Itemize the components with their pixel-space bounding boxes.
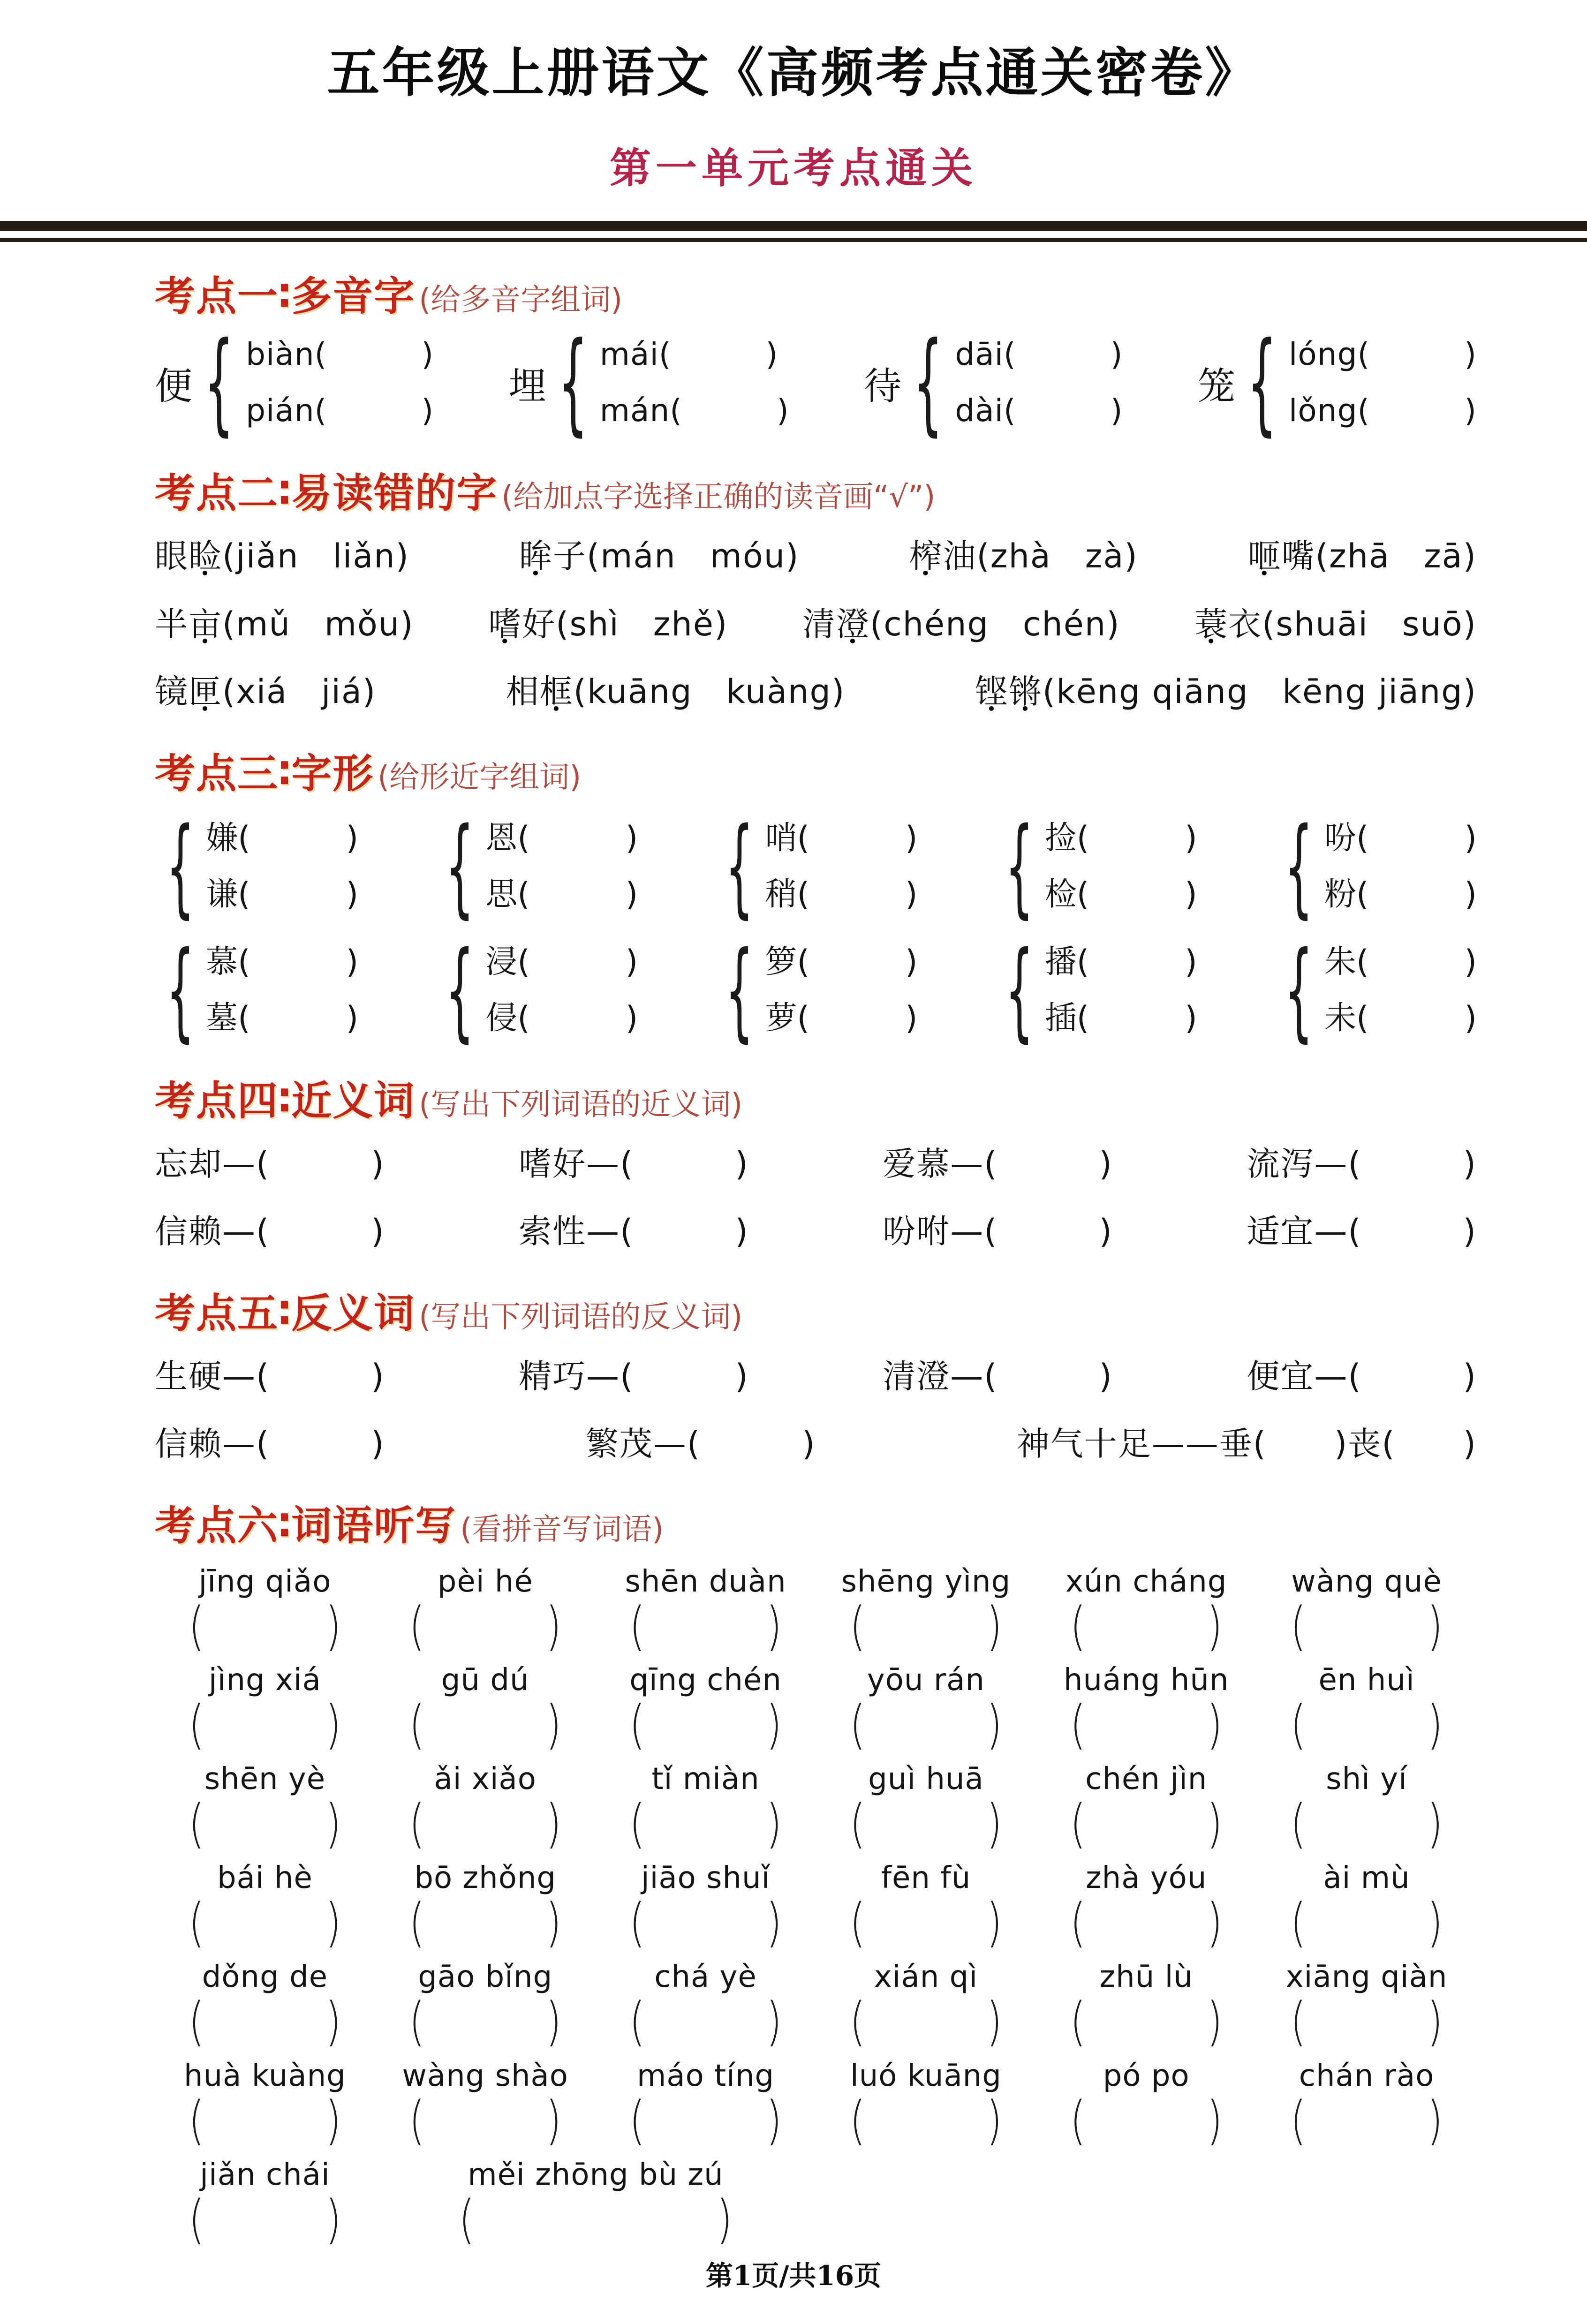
answer-brackets-wrap xyxy=(155,2189,375,2250)
answer-brackets: ( ) xyxy=(849,1893,1002,1954)
word-item: 嗜好(shì zhě) xyxy=(488,604,728,643)
pinyin-row-3 xyxy=(155,1762,1477,1796)
section5-title: 考点五∶反义词 xyxy=(155,1290,416,1337)
pinyin-row-2 xyxy=(155,1663,1477,1698)
word-item: 信赖—( ) xyxy=(155,1425,385,1463)
word-item: 信赖—( ) xyxy=(155,1212,385,1251)
char-column xyxy=(206,934,358,1047)
polyphone-group xyxy=(155,318,434,447)
pinyin-row-1 xyxy=(155,1564,1477,1599)
pinyin-blank-top: lóng( ) xyxy=(1289,336,1477,372)
brace-glyph: { xyxy=(1005,804,1034,929)
brace-glyph: { xyxy=(446,804,475,929)
pinyin-item: fēn fù xyxy=(881,1861,971,1896)
char-blank-bottom: 稍( ) xyxy=(765,875,918,913)
section2-note: (给加点字选择正确的读音画“√”) xyxy=(501,480,936,514)
brace-glyph: { xyxy=(204,318,234,447)
word-item: 清澄—( ) xyxy=(883,1357,1113,1396)
word-item: 蓑衣(shuāi suō) xyxy=(1194,604,1477,643)
pinyin-item: chán rào xyxy=(1299,2058,1435,2093)
pinyin-item: dǒng de xyxy=(202,1960,328,1995)
word-item: 清澄(chéng chén) xyxy=(802,604,1120,643)
pinyin-item: luó kuāng xyxy=(850,2058,1002,2093)
pinyin-item: ēn huì xyxy=(1318,1663,1415,1698)
answer-brackets: ( ) xyxy=(1290,1695,1443,1756)
word-item: 爱慕—( ) xyxy=(883,1144,1113,1183)
rule-thick-line xyxy=(0,221,1587,231)
pinyin-row-4 xyxy=(155,1861,1477,1895)
char-blank-top: 哨( ) xyxy=(765,819,918,857)
brace-glyph: { xyxy=(725,928,754,1053)
pinyin-item: pó po xyxy=(1103,2058,1190,2093)
pinyin-blank-top: dāi( ) xyxy=(955,336,1123,372)
pinyin-blank-bottom: dài( ) xyxy=(955,392,1123,429)
answer-brackets: ( ) xyxy=(629,1991,782,2052)
synonym-row-1 xyxy=(155,1145,1477,1183)
polyphone-group xyxy=(508,318,789,447)
answer-brackets: ( ) xyxy=(1070,1893,1223,1954)
misread-row-2 xyxy=(155,605,1477,643)
answer-brackets: ( ) xyxy=(409,1596,562,1657)
polyphone-char: 埋 xyxy=(508,364,546,408)
char-column xyxy=(206,810,358,923)
answer-row-3 xyxy=(155,1794,1477,1855)
polyphone-group xyxy=(1197,318,1477,447)
polyphone-group xyxy=(864,318,1123,447)
word-item: 镜匣(xiá jiá) xyxy=(155,672,377,711)
pinyin-item: xiāng qiàn xyxy=(1285,1960,1448,1995)
char-blank-bottom: 检( ) xyxy=(1044,875,1197,913)
pinyin-column xyxy=(246,326,434,439)
section6-note: (看拼音写词语) xyxy=(460,1512,664,1547)
section-misread-chars xyxy=(155,460,1477,711)
answer-brackets: ( ) xyxy=(1070,1596,1223,1657)
pinyin-blank-bottom: mán( ) xyxy=(599,392,789,429)
pinyin-item: wàng shào xyxy=(402,2058,568,2093)
char-column xyxy=(485,810,638,923)
page-subtitle: 第一单元考点通关 xyxy=(609,143,977,192)
word-item: 嗜好—( ) xyxy=(519,1144,749,1183)
section-polyphones xyxy=(155,264,1477,447)
word-item: 咂嘴(zhā zā) xyxy=(1247,537,1477,575)
char-blank-bottom: 侵( ) xyxy=(485,999,638,1037)
char-blank-top: 捡( ) xyxy=(1044,819,1197,857)
answer-brackets: ( ) xyxy=(189,2090,341,2151)
answer-brackets: ( ) xyxy=(849,1794,1002,1855)
pinyin-item: qīng chén xyxy=(629,1663,782,1698)
pinyin-item: pèi hé xyxy=(437,1564,533,1599)
word-item: 生硬—( ) xyxy=(155,1357,385,1396)
pinyin-item: xún cháng xyxy=(1065,1564,1227,1599)
pinyin-item: chén jìn xyxy=(1085,1762,1208,1797)
similar-char-pair xyxy=(994,804,1197,929)
similar-char-pair xyxy=(1273,804,1477,929)
similar-char-pair xyxy=(714,928,918,1053)
pinyin-item: wàng què xyxy=(1291,1564,1442,1599)
similar-char-pair xyxy=(714,804,918,929)
char-blank-bottom: 思( ) xyxy=(485,875,638,913)
pinyin-item: xián qì xyxy=(874,1960,978,1995)
pinyin-blank-top: mái( ) xyxy=(599,336,778,372)
char-column xyxy=(1324,934,1477,1047)
pinyin-item: bō zhǒng xyxy=(414,1861,557,1896)
char-column xyxy=(1045,810,1197,923)
char-blank-top: 播( ) xyxy=(1044,943,1197,981)
section5-heading xyxy=(155,1281,1477,1339)
pinyin-blank-bottom: pián( ) xyxy=(246,392,434,429)
section2-title: 考点二∶易读错的字 xyxy=(155,470,498,517)
section4-note: (写出下列词语的近义词) xyxy=(419,1087,743,1122)
section3-heading xyxy=(155,741,1477,799)
pinyin-column xyxy=(1289,326,1477,439)
pinyin-row-6 xyxy=(155,2059,1477,2093)
answer-row-5 xyxy=(155,1991,1477,2052)
pinyin-item: shēng yìng xyxy=(841,1564,1011,1599)
misread-row-3 xyxy=(155,673,1477,711)
pinyin-column xyxy=(955,326,1123,439)
pinyin-item: měi zhōng bù zú xyxy=(468,2157,724,2192)
pinyin-item: shēn duàn xyxy=(625,1564,786,1599)
brace-glyph: { xyxy=(166,928,195,1053)
answer-brackets: ( ) xyxy=(409,1794,562,1855)
section6-title: 考点六∶词语听写 xyxy=(155,1502,457,1549)
word-item: 眸子(mán móu) xyxy=(519,537,800,575)
answer-brackets: ( ) xyxy=(409,1991,562,2052)
pinyin-item: huáng hūn xyxy=(1063,1663,1229,1698)
answer-row-4 xyxy=(155,1893,1477,1954)
page-title: 五年级上册语文《高频考点通关密卷》 xyxy=(327,43,1260,104)
answer-brackets: ( ) xyxy=(409,1695,562,1756)
answer-brackets: ( ) xyxy=(629,1596,782,1657)
answer-brackets: ( ) xyxy=(1290,1893,1443,1954)
pinyin-column xyxy=(600,326,789,439)
polyphone-row xyxy=(155,318,1477,447)
section4-heading xyxy=(155,1068,1477,1126)
answer-brackets: ( ) xyxy=(1290,1991,1443,2052)
word-item: 精巧—( ) xyxy=(519,1357,749,1396)
pinyin-item: jìng xiá xyxy=(208,1663,321,1698)
word-item: 神气十足——垂( )丧( ) xyxy=(1016,1425,1477,1463)
word-item: 便宜—( ) xyxy=(1247,1357,1477,1396)
answer-brackets: ( ) xyxy=(629,1893,782,1954)
section-antonyms xyxy=(155,1281,1477,1463)
answer-row-1 xyxy=(155,1596,1477,1657)
page-footer: 第1页/共16页 xyxy=(705,2260,882,2292)
pinyin-item: gāo bǐng xyxy=(418,1960,553,1995)
pinyin-item: jiǎn chái xyxy=(200,2157,330,2192)
char-blank-bottom: 粉( ) xyxy=(1324,875,1477,913)
answer-brackets: ( ) xyxy=(849,1596,1002,1657)
pinyin-item: ài mù xyxy=(1323,1861,1410,1896)
section-similar-forms xyxy=(155,741,1477,1053)
pinyin-blank-top: biàn( ) xyxy=(246,336,434,372)
char-blank-top: 朱( ) xyxy=(1324,943,1477,981)
answer-brackets: ( ) xyxy=(629,2090,782,2151)
section2-heading xyxy=(155,460,1477,519)
similar-char-pair xyxy=(155,928,359,1053)
similar-row-1 xyxy=(155,804,1477,929)
char-column xyxy=(765,934,918,1047)
answer-brackets: ( ) xyxy=(189,1596,341,1657)
char-blank-bottom: 墓( ) xyxy=(206,999,359,1037)
section5-note: (写出下列词语的反义词) xyxy=(419,1299,743,1335)
brace-glyph: { xyxy=(913,318,943,447)
polyphone-char: 笼 xyxy=(1197,364,1235,408)
answer-brackets: ( ) xyxy=(1070,1695,1223,1756)
word-item: 忘却—( ) xyxy=(155,1144,385,1183)
page-footer-area xyxy=(0,2254,1587,2324)
brace-glyph: { xyxy=(725,804,754,929)
pinyin-item: zhū lù xyxy=(1099,1960,1193,1995)
section1-note: (给多音字组词) xyxy=(419,283,623,317)
antonym-row-2 xyxy=(155,1425,1477,1463)
pinyin-item: guì huā xyxy=(868,1762,984,1797)
synonym-row-2 xyxy=(155,1213,1477,1251)
answer-brackets: ( ) xyxy=(629,1695,782,1756)
char-column xyxy=(485,934,638,1047)
answer-brackets: ( ) xyxy=(189,2189,341,2250)
char-column xyxy=(1045,934,1197,1047)
answer-brackets-wrap xyxy=(375,2189,816,2250)
pinyin-row-7 xyxy=(155,2158,1477,2192)
char-blank-top: 箩( ) xyxy=(765,943,918,981)
word-item: 眼睑(jiǎn liǎn) xyxy=(155,537,409,575)
similar-char-pair xyxy=(1273,928,1477,1053)
answer-brackets: ( ) xyxy=(189,1695,341,1756)
char-blank-top: 浸( ) xyxy=(485,943,638,981)
section3-note: (给形近字组词) xyxy=(378,760,582,795)
char-blank-bottom: 萝( ) xyxy=(765,999,918,1037)
brace-glyph: { xyxy=(1284,928,1313,1053)
similar-char-pair xyxy=(434,928,638,1053)
char-blank-bottom: 未( ) xyxy=(1324,999,1477,1037)
answer-brackets: ( ) xyxy=(1290,2090,1443,2151)
pinyin-item: zhà yóu xyxy=(1086,1861,1207,1896)
antonym-row-1 xyxy=(155,1358,1477,1396)
polyphone-char: 待 xyxy=(864,364,902,408)
polyphone-char: 便 xyxy=(155,364,192,408)
word-item: 相框(kuāng kuàng) xyxy=(506,672,846,711)
char-blank-top: 恩( ) xyxy=(485,819,638,857)
section-synonyms xyxy=(155,1068,1477,1251)
char-column xyxy=(1324,810,1477,923)
answer-brackets: ( ) xyxy=(1070,1794,1223,1855)
similar-char-pair xyxy=(994,928,1197,1053)
brace-glyph: { xyxy=(446,928,475,1053)
rule-gap xyxy=(0,231,1587,238)
double-rule xyxy=(0,221,1587,242)
answer-brackets: ( ) xyxy=(189,1893,341,1954)
section1-heading xyxy=(155,264,1477,322)
similar-char-pair xyxy=(434,804,638,929)
pinyin-item: jiāo shuǐ xyxy=(641,1861,771,1896)
pinyin-item: chá yè xyxy=(654,1960,757,1995)
rule-thin-line xyxy=(0,238,1587,242)
answer-brackets: ( ) xyxy=(459,2189,733,2250)
answer-brackets: ( ) xyxy=(189,1991,341,2052)
section1-title: 考点一∶多音字 xyxy=(155,273,416,320)
answer-brackets: ( ) xyxy=(409,2090,562,2151)
pinyin-item: jīng qiǎo xyxy=(198,1564,332,1599)
word-item: 铿锵(kēng qiāng kēng jiāng) xyxy=(975,672,1477,711)
word-item: 流泻—( ) xyxy=(1247,1144,1477,1183)
answer-row-7 xyxy=(155,2189,1477,2250)
word-item: 吩咐—( ) xyxy=(883,1212,1113,1251)
brace-glyph: { xyxy=(1284,804,1313,929)
word-item: 索性—( ) xyxy=(519,1212,749,1251)
char-column xyxy=(765,810,918,923)
pinyin-item: yōu rán xyxy=(867,1663,985,1698)
char-blank-top: 吩( ) xyxy=(1324,819,1477,857)
answer-brackets: ( ) xyxy=(1290,1596,1443,1657)
word-item: 半亩(mǔ mǒu) xyxy=(155,604,414,643)
pinyin-item: huà kuàng xyxy=(184,2058,346,2093)
answer-brackets: ( ) xyxy=(1070,2090,1223,2151)
answer-row-6 xyxy=(155,2090,1477,2151)
answer-brackets: ( ) xyxy=(629,1794,782,1855)
brace-glyph: { xyxy=(1247,318,1277,447)
pinyin-blank-bottom: lǒng( ) xyxy=(1289,392,1477,429)
brace-glyph: { xyxy=(1005,928,1034,1053)
brace-glyph: { xyxy=(166,804,195,929)
answer-brackets: ( ) xyxy=(409,1893,562,1954)
misread-row-1 xyxy=(155,537,1477,575)
worksheet-content xyxy=(0,242,1587,2250)
section4-title: 考点四∶近义词 xyxy=(155,1077,416,1124)
pinyin-item: shēn yè xyxy=(204,1762,326,1797)
word-item: 适宜—( ) xyxy=(1247,1212,1477,1251)
pinyin-item: ǎi xiǎo xyxy=(434,1762,537,1797)
answer-brackets: ( ) xyxy=(1070,1991,1223,2052)
section6-heading xyxy=(155,1493,1477,1551)
similar-row-2 xyxy=(155,928,1477,1053)
pinyin-item: máo tíng xyxy=(637,2058,775,2093)
section-dictation xyxy=(155,1493,1477,2250)
pinyin-item: bái hè xyxy=(217,1861,313,1896)
similar-char-pair xyxy=(155,804,359,929)
word-item: 榨油(zhà zà) xyxy=(909,537,1138,575)
char-blank-bottom: 谦( ) xyxy=(206,875,359,913)
answer-brackets: ( ) xyxy=(189,1794,341,1855)
pinyin-row-5 xyxy=(155,1960,1477,1994)
pinyin-item: tǐ miàn xyxy=(651,1762,760,1797)
brace-glyph: { xyxy=(558,318,588,447)
answer-brackets: ( ) xyxy=(849,1991,1002,2052)
char-blank-top: 嫌( ) xyxy=(206,819,359,857)
answer-brackets: ( ) xyxy=(1290,1794,1443,1855)
pinyin-item: shì yí xyxy=(1326,1762,1407,1797)
answer-brackets: ( ) xyxy=(849,2090,1002,2151)
section3-title: 考点三∶字形 xyxy=(155,750,374,797)
answer-row-2 xyxy=(155,1695,1477,1756)
word-item: 繁茂—( ) xyxy=(585,1425,816,1463)
pinyin-item: gū dú xyxy=(441,1663,529,1698)
char-blank-top: 慕( ) xyxy=(206,943,359,981)
answer-brackets: ( ) xyxy=(849,1695,1002,1756)
char-blank-bottom: 插( ) xyxy=(1044,999,1197,1037)
